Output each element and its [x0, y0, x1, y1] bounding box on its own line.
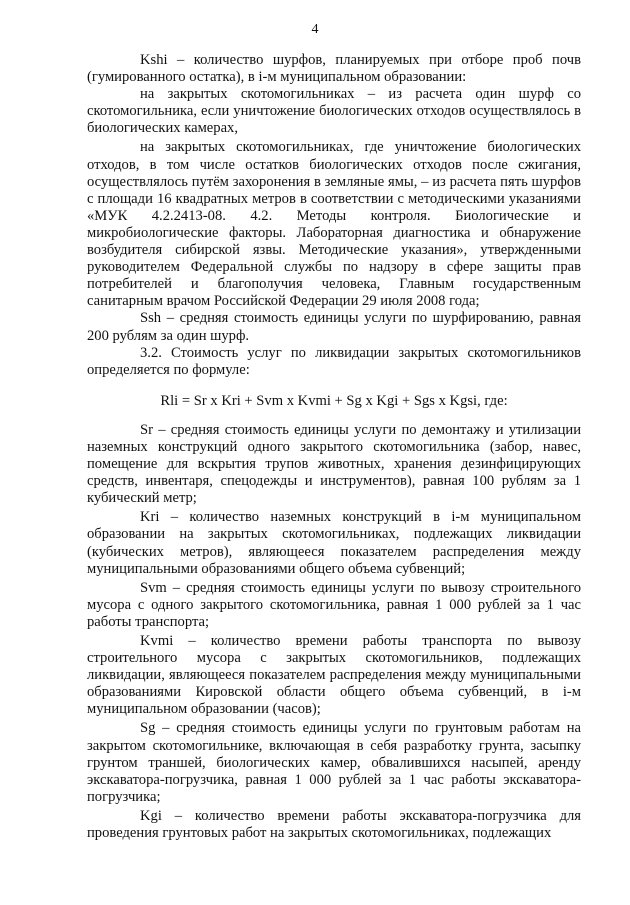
paragraph-kshi-definition: Kshi – количество шурфов, планируемых при отборе проб почв (гумированного остатка), в i-м муниципальном образовании: [87, 52, 581, 86]
paragraph-ssh-definition: Ssh – средняя стоимость единицы услуги по шурфированию, равная 200 рублям за один шурф. [87, 310, 581, 344]
paragraph-kvmi-definition: Kvmi – количество времени работы транспорта по вывозу строительного мусора с закрытых скотомогильников, подлежащих ликвидации, являющееся показателем распределения между муниципальными образованиями Кировской области общего объема субвенций, в i-м муниципальном образовании (часов); [87, 633, 581, 718]
page-number: 4 [311, 22, 319, 37]
paragraph-kgi-definition: Kgi – количество времени работы экскаватора-погрузчика для проведения грунтовых работ на закрытых скотомогильниках, подлежащих [87, 807, 581, 842]
paragraph-kri-definition: Kri – количество наземных конструкций в i-м муниципальном образовании на закрытых скотомогильниках, подлежащих ликвидации (кубических метров), являющееся показателем распределения между муниципальными образованиями общего объема субвенций; [87, 509, 581, 577]
paragraph-biological-chambers: на закрытых скотомогильниках – из расчета один шурф со скотомогильника, если уничтожение биологических отходов осуществлялось в биологических камерах, [87, 86, 581, 137]
paragraph-section-3-2: 3.2. Стоимость услуг по ликвидации закрытых скотомогильников определяется по формуле: [87, 344, 581, 378]
paragraph-sg-definition: Sg – средняя стоимость единицы услуги по грунтовым работам на закрытом скотомогильнике, включающая в себя разработку грунта, засыпку грунтом траншей, биологических камер, обвалившихся насыпей, аренду экскаватора-погрузчика, равная 1 000 рублей за 1 час работы экскаватора-погрузчика; [87, 720, 581, 805]
document-body [87, 52, 581, 842]
paragraph-sr-definition: Sr – средняя стоимость единицы услуги по демонтажу и утилизации наземных конструкций одного закрытого скотомогильника (забор, навес, помещение для вскрытия трупов животных, хранения дезинфицирующих средств, инвентаря, спецодежды и инструментов), равная 100 рублям за 1 кубический метр; [87, 421, 581, 507]
paragraph-svm-definition: Svm – средняя стоимость единицы услуги по вывозу строительного мусора с одного закрытого скотомогильника, равная 1 000 рублей за 1 час работы транспорта; [87, 579, 581, 630]
paragraph-earth-pits: на закрытых скотомогильниках, где уничтожение биологических отходов, в том числе остатков биологических отходов после сжигания, осуществлялось путём захоронения в земляные ямы, – из расчета пять шурфов с площади 16 квадратных метров в соответствии с методическими указаниями «МУК 4.2.2413-08. 4.2. Методы контроля. Биологические и микробиологические факторы. Лабораторная диагностика и обнаружение возбудителя сибирской язвы. Методические указания», утвержденными руководителем Федеральной службы по надзору в сфере защиты прав потребителей и благополучия человека, Главным государственным санитарным врачом Российской Федерации 29 июля 2008 года; [87, 139, 581, 310]
formula-rli: Rli = Sr x Kri + Svm x Kvmi + Sg x Kgi + Sgs x Kgsi, где: [160, 392, 508, 409]
